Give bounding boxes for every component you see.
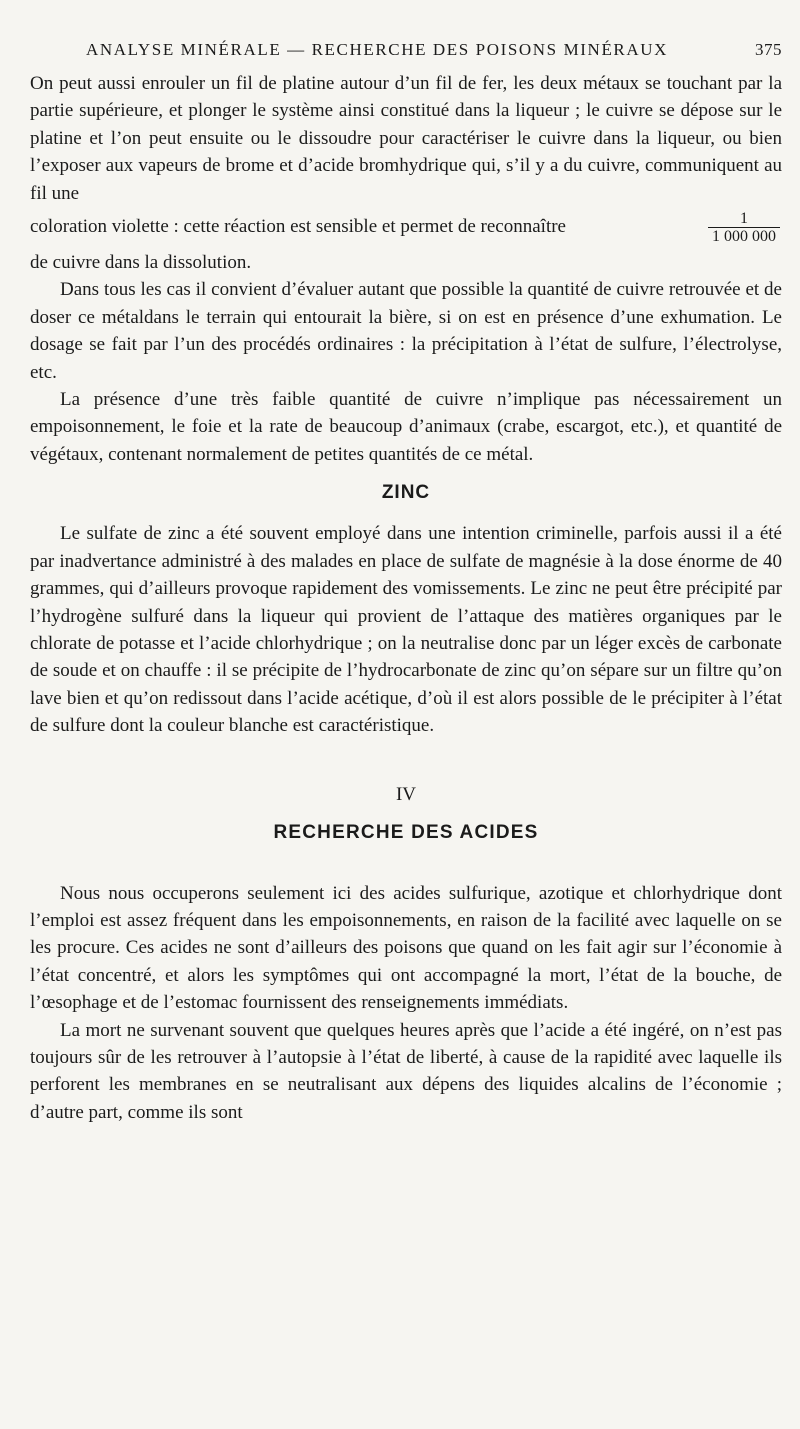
paragraph-copper-natural: La présence d’une très faible quantité de cuivre n’implique pas nécessairement un empoisonnement, le foie et la rate de beaucoup d’animaux (crabe, escargot, etc.), et quantité de végétaux, contenant normalement de petites quantités de ce métal.	[30, 389, 782, 465]
fraction-line-text: coloration violette : cette réaction est sensible et permet de reconnaître	[30, 216, 566, 238]
book-page	[30, 40, 782, 1126]
section-heading-zinc: ZINC	[381, 482, 431, 504]
chapter-number: IV	[395, 783, 417, 805]
paragraph-zinc: Le sulfate de zinc a été souvent employé dans une intention criminelle, parfois aussi il a été par inadvertance administré à des malades en place de sulfate de magnésie à la dose énorme de 40 grammes, qui d’ailleurs provoque rapidement des vomissements. Le zinc ne peut être précipité par l’hydrogène sulfuré dans la liqueur qui provient de l’attaque des matières organiques par le chlorate de potasse et l’acide chlorhydrique ; on la neutralise donc par un léger excès de carbonate de soude et on chauffe : il se précipite de l’hydrocarbonate de zinc qu’on sépare sur un filtre qu’on lave bien et qu’on redissout dans l’acide acétique, d’où il est alors possible de le précipiter à l’état de sulfure dont la couleur blanche est caractéristique.	[30, 523, 782, 737]
running-head-title: ANALYSE MINÉRALE — RECHERCHE DES POISONS MINÉRAUX	[86, 40, 668, 59]
fraction	[708, 210, 780, 245]
fraction-numerator: 1	[740, 209, 748, 227]
paragraph-copper-platinum: On peut aussi enrouler un fil de platine autour d’un fil de fer, les deux métaux se touchant par la partie supérieure, et plonger le système ainsi constitué dans la liqueur ; le cuivre se dépose sur le platine et l’on peut ensuite ou le dissoudre pour caractériser le cuivre dans la liqueur, ou bien l’exposer aux vapeurs de brome et d’acide bromhydrique qui, s’il y a du cuivre, communiquent au fil une	[30, 73, 782, 204]
fraction-denominator: 1 000 000	[708, 227, 780, 245]
page-number: 375	[755, 40, 782, 59]
running-head	[86, 40, 782, 70]
paragraph-copper-tail: de cuivre dans la dissolution.	[30, 252, 252, 274]
section-heading-acids: RECHERCHE DES ACIDES	[273, 821, 539, 843]
fraction-line	[30, 205, 782, 249]
paragraph-acids-intro: Nous nous occuperons seulement ici des acides sulfurique, azotique et chlorhydrique dont l’emploi est assez fréquent dans les empoisonnements, en raison de la facilité avec laquelle on se les procure. Ces acides ne sont d’ailleurs des poisons que quand on les fait agir sur l’économie à l’état concentré, et alors les symptômes qui ont accompagné la mort, l’état de la bouche, de l’œsophage et de l’estomac fournissent des renseignements immédiats.	[30, 882, 782, 1014]
paragraph-acids-death: La mort ne survenant souvent que quelques heures après que l’acide a été ingéré, on n’est pas toujours sûr de les retrouver à l’autopsie à l’état de liberté, à cause de la rapidité avec laquelle ils perforent les membranes en se neutralisant aux dépens des liquides alcalins de l’économie ; d’autre part, comme ils sont	[30, 1019, 782, 1123]
paragraph-copper-dosage: Dans tous les cas il convient d’évaluer autant que possible la quantité de cuivre retrouvée et de doser ce métaldans le terrain qui entourait la bière, si on est en présence d’une exhumation. Le dosage se fait par l’un des procédés ordinaires : la précipitation à l’état de sulfure, l’électrolyse, etc.	[30, 279, 782, 383]
